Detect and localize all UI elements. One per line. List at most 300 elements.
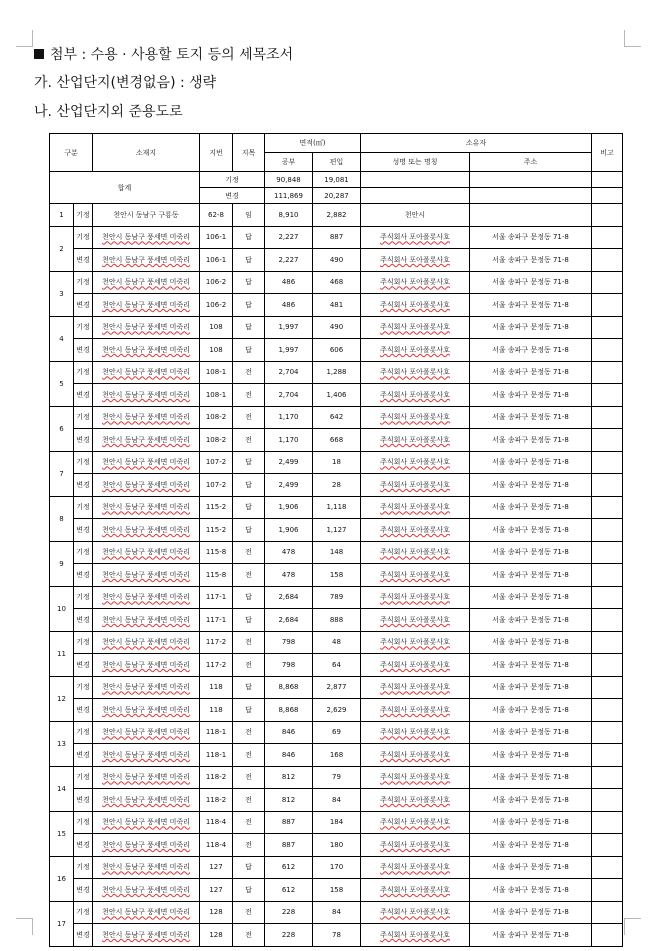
row-lot: 108-1 [200, 384, 233, 407]
row-tag-before: 기정 [74, 316, 93, 339]
row-number: 12 [50, 676, 74, 721]
row-lot: 108 [200, 316, 233, 339]
total-after-addr [470, 188, 592, 204]
row-number: 1 [50, 204, 74, 227]
row-location: 천안시 동남구 풍세면 미죽리 [93, 339, 200, 362]
row-area-before: 798 [265, 631, 313, 654]
row-tag-before: 기정 [74, 811, 93, 834]
total-row-before [50, 172, 623, 188]
row-note [592, 654, 623, 677]
row-note [592, 879, 623, 902]
row-number: 2 [50, 226, 74, 271]
total-after-label: 변경 [200, 188, 265, 204]
row-tag-after: 변경 [74, 519, 93, 542]
row-location: 천안시 동남구 풍세면 미죽리 [93, 609, 200, 632]
table-row [50, 879, 623, 902]
row-note [592, 744, 623, 767]
row-lot: 118-4 [200, 811, 233, 834]
row-land-category: 전 [233, 901, 265, 924]
row-lot: 108-2 [200, 429, 233, 452]
row-incl-before: 170 [313, 856, 361, 879]
row-area-after: 887 [265, 834, 313, 857]
row-area-after: 812 [265, 789, 313, 812]
row-note [592, 249, 623, 272]
row-note [592, 429, 623, 452]
row-land-category: 답 [233, 451, 265, 474]
row-note [592, 339, 623, 362]
row-owner: 주식회사 포아폴롯사호 [361, 249, 470, 272]
header-area-total: 공부 [265, 153, 313, 172]
row-addr: 서울 송파구 문정동 71-8 [470, 654, 592, 677]
row-note [592, 519, 623, 542]
row-area-after: 1,906 [265, 519, 313, 542]
crop-mark-bottom-right [624, 918, 641, 935]
land-detail-table [49, 133, 623, 947]
row-incl-before: 48 [313, 631, 361, 654]
row-tag-after: 변경 [74, 294, 93, 317]
table-row [50, 541, 623, 564]
attachment-title [34, 44, 293, 64]
row-note [592, 811, 623, 834]
row-tag-after: 변경 [74, 924, 93, 947]
row-owner: 주식회사 포아폴롯사호 [361, 496, 470, 519]
row-note [592, 204, 623, 227]
row-area-before: 812 [265, 766, 313, 789]
row-owner: 주식회사 포아폴롯사호 [361, 294, 470, 317]
header-area: 면적(㎡) [265, 134, 361, 153]
row-lot: 118-2 [200, 789, 233, 812]
row-lot: 115-8 [200, 564, 233, 587]
row-area-before: 1,997 [265, 316, 313, 339]
row-tag: 기정 [74, 204, 93, 227]
row-land-category: 전 [233, 744, 265, 767]
row-area-before: 2,684 [265, 586, 313, 609]
row-incl-before: 887 [313, 226, 361, 249]
row-lot: 117-2 [200, 631, 233, 654]
row-tag-after: 변경 [74, 474, 93, 497]
row-area-before: 228 [265, 901, 313, 924]
row-land-category: 전 [233, 631, 265, 654]
row-addr: 서울 송파구 문정동 71-8 [470, 676, 592, 699]
row-location: 천안시 동남구 풍세면 미죽리 [93, 676, 200, 699]
row-lot: 118-1 [200, 721, 233, 744]
table-row [50, 226, 623, 249]
row-addr: 서울 송파구 문정동 71-8 [470, 294, 592, 317]
row-land-category: 전 [233, 541, 265, 564]
table-row [50, 249, 623, 272]
row-tag-after: 변경 [74, 339, 93, 362]
row-tag-after: 변경 [74, 249, 93, 272]
row-addr: 서울 송파구 문정동 71-8 [470, 834, 592, 857]
row-lot: 115-2 [200, 496, 233, 519]
row-lot: 127 [200, 856, 233, 879]
row-tag-after: 변경 [74, 609, 93, 632]
row-owner: 주식회사 포아폴롯사호 [361, 721, 470, 744]
row-location: 천안시 동남구 풍세면 미죽리 [93, 226, 200, 249]
total-before-label: 기정 [200, 172, 265, 188]
row-area-before: 478 [265, 541, 313, 564]
table-row [50, 406, 623, 429]
row-owner: 주식회사 포아폴롯사호 [361, 879, 470, 902]
row-owner: 주식회사 포아폴롯사호 [361, 609, 470, 632]
total-before-addr [470, 172, 592, 188]
row-lot: 127 [200, 879, 233, 902]
row-lot: 108-1 [200, 361, 233, 384]
row-number: 15 [50, 811, 74, 856]
row-owner: 주식회사 포아폴롯사호 [361, 429, 470, 452]
row-note [592, 474, 623, 497]
row-area-before: 486 [265, 271, 313, 294]
header-gubun: 구분 [50, 134, 93, 172]
row-addr: 서울 송파구 문정동 71-8 [470, 879, 592, 902]
row-land-category: 전 [233, 811, 265, 834]
table-row [50, 631, 623, 654]
row-lot: 106-2 [200, 271, 233, 294]
row-incl-after: 168 [313, 744, 361, 767]
row-number: 8 [50, 496, 74, 541]
row-location: 천안시 동남구 풍세면 미죽리 [93, 316, 200, 339]
row-lot: 115-8 [200, 541, 233, 564]
row-lot: 108 [200, 339, 233, 362]
row-tag-before: 기정 [74, 676, 93, 699]
row-incl-after: 1,406 [313, 384, 361, 407]
row-area-after: 2,684 [265, 609, 313, 632]
row-tag-before: 기정 [74, 451, 93, 474]
row-location: 천안시 동남구 풍세면 미죽리 [93, 564, 200, 587]
row-number: 14 [50, 766, 74, 811]
row-note [592, 766, 623, 789]
row-area-after: 2,499 [265, 474, 313, 497]
row-area-after: 2,704 [265, 384, 313, 407]
row-location: 천안시 동남구 풍세면 미죽리 [93, 586, 200, 609]
crop-mark-bottom-left [16, 918, 33, 935]
row-owner: 주식회사 포아폴롯사호 [361, 316, 470, 339]
row-incl-before: 148 [313, 541, 361, 564]
table-row [50, 654, 623, 677]
row-location: 천안시 동남구 풍세면 미죽리 [93, 496, 200, 519]
row-owner: 주식회사 포아폴롯사호 [361, 384, 470, 407]
row-note [592, 856, 623, 879]
row-area-after: 228 [265, 924, 313, 947]
row-location: 천안시 동남구 풍세면 미죽리 [93, 721, 200, 744]
row-number: 10 [50, 586, 74, 631]
row-land-category: 답 [233, 586, 265, 609]
section-b: 나. 산업단지외 준용도로 [34, 104, 183, 120]
row-tag-before: 기정 [74, 271, 93, 294]
table-row [50, 294, 623, 317]
row-owner: 주식회사 포아폴롯사호 [361, 406, 470, 429]
row-lot: 128 [200, 924, 233, 947]
row-incl-after: 2,629 [313, 699, 361, 722]
row-note [592, 226, 623, 249]
row-addr: 서울 송파구 문정동 71-8 [470, 924, 592, 947]
row-lot: 118-4 [200, 834, 233, 857]
row-lot: 107-2 [200, 474, 233, 497]
row-addr: 서울 송파구 문정동 71-8 [470, 609, 592, 632]
row-owner: 주식회사 포아폴롯사호 [361, 339, 470, 362]
row-note [592, 676, 623, 699]
row-incl-after: 668 [313, 429, 361, 452]
row-addr: 서울 송파구 문정동 71-8 [470, 631, 592, 654]
header-owner-addr: 주소 [470, 153, 592, 172]
row-note [592, 564, 623, 587]
row-tag-before: 기정 [74, 856, 93, 879]
row-lot: 108-2 [200, 406, 233, 429]
row-location: 천안시 동남구 풍세면 미죽리 [93, 879, 200, 902]
row-owner: 주식회사 포아폴롯사호 [361, 361, 470, 384]
row-incl-before: 84 [313, 901, 361, 924]
row-land-category: 답 [233, 609, 265, 632]
row-owner: 주식회사 포아폴롯사호 [361, 451, 470, 474]
row-incl-before: 2,877 [313, 676, 361, 699]
row-addr: 서울 송파구 문정동 71-8 [470, 811, 592, 834]
row-addr: 서울 송파구 문정동 71-8 [470, 226, 592, 249]
row-number: 11 [50, 631, 74, 676]
row-location: 천안시 동남구 풍세면 미죽리 [93, 811, 200, 834]
row-land-category: 답 [233, 519, 265, 542]
row-incl-after: 84 [313, 789, 361, 812]
total-after-note [592, 188, 623, 204]
row-owner: 주식회사 포아폴롯사호 [361, 834, 470, 857]
table-row [50, 339, 623, 362]
row-note [592, 586, 623, 609]
row-area-after: 8,868 [265, 699, 313, 722]
row-incl-after: 490 [313, 249, 361, 272]
row-location: 천안시 동남구 풍세면 미죽리 [93, 294, 200, 317]
row-owner: 주식회사 포아폴롯사호 [361, 676, 470, 699]
row-area: 8,910 [265, 204, 313, 227]
row-lot: 128 [200, 901, 233, 924]
header-note: 비고 [592, 134, 623, 172]
row-note [592, 789, 623, 812]
row-addr: 서울 송파구 문정동 71-8 [470, 451, 592, 474]
row-land-category: 답 [233, 339, 265, 362]
row-incl-after: 64 [313, 654, 361, 677]
row-tag-after: 변경 [74, 429, 93, 452]
row-area-after: 478 [265, 564, 313, 587]
row-note [592, 924, 623, 947]
row-incl-before: 789 [313, 586, 361, 609]
row-addr: 서울 송파구 문정동 71-8 [470, 586, 592, 609]
row-area-after: 2,227 [265, 249, 313, 272]
row-tag-after: 변경 [74, 699, 93, 722]
row-area-before: 612 [265, 856, 313, 879]
row-land-category: 답 [233, 879, 265, 902]
row-location: 천안시 동남구 풍세면 미죽리 [93, 834, 200, 857]
table-row [50, 519, 623, 542]
row-owner: 주식회사 포아폴롯사호 [361, 631, 470, 654]
table-row [50, 721, 623, 744]
row-tag-after: 변경 [74, 654, 93, 677]
row-location: 천안시 동남구 풍세면 미죽리 [93, 429, 200, 452]
row-tag-before: 기정 [74, 766, 93, 789]
row-location: 천안시 동남구 풍세면 미죽리 [93, 789, 200, 812]
row-location: 천안시 동남구 풍세면 미죽리 [93, 856, 200, 879]
row-incl-before: 79 [313, 766, 361, 789]
row-land-category: 전 [233, 789, 265, 812]
row-addr: 서울 송파구 문정동 71-8 [470, 856, 592, 879]
row-lot: 107-2 [200, 451, 233, 474]
row-addr: 서울 송파구 문정동 71-8 [470, 249, 592, 272]
row-incl-before: 490 [313, 316, 361, 339]
section-a: 가. 산업단지(변경없음) : 생략 [34, 75, 217, 91]
row-tag-before: 기정 [74, 496, 93, 519]
row-incl-after: 28 [313, 474, 361, 497]
table-row [50, 564, 623, 587]
row-land-category: 답 [233, 474, 265, 497]
row-area-before: 8,868 [265, 676, 313, 699]
row-note [592, 496, 623, 519]
row-number: 16 [50, 856, 74, 901]
row-land-category: 전 [233, 564, 265, 587]
row-incl-after: 481 [313, 294, 361, 317]
row-tag-after: 변경 [74, 879, 93, 902]
row-area-before: 1,170 [265, 406, 313, 429]
row-incl-before: 1,288 [313, 361, 361, 384]
row-land-category: 답 [233, 496, 265, 519]
row-tag-before: 기정 [74, 406, 93, 429]
row-addr: 서울 송파구 문정동 71-8 [470, 429, 592, 452]
row-number: 6 [50, 406, 74, 451]
row-land-category: 답 [233, 294, 265, 317]
row-location: 천안시 동남구 풍세면 미죽리 [93, 519, 200, 542]
table-row [50, 496, 623, 519]
row-note [592, 451, 623, 474]
header-area-incl: 편입 [313, 153, 361, 172]
row-land-category: 전 [233, 924, 265, 947]
row-addr: 서울 송파구 문정동 71-8 [470, 496, 592, 519]
header-location: 소재지 [93, 134, 200, 172]
row-addr: 서울 송파구 문정동 71-8 [470, 744, 592, 767]
row-addr: 서울 송파구 문정동 71-8 [470, 766, 592, 789]
row-incl-after: 1,127 [313, 519, 361, 542]
row-incl-before: 184 [313, 811, 361, 834]
total-before-note [592, 172, 623, 188]
row-lot: 106-2 [200, 294, 233, 317]
row-lot: 117-1 [200, 586, 233, 609]
row-location: 천안시 동남구 풍세면 미죽리 [93, 406, 200, 429]
header-owner-name: 성명 또는 명칭 [361, 153, 470, 172]
total-before-area: 90,848 [265, 172, 313, 188]
row-note [592, 901, 623, 924]
row-tag-before: 기정 [74, 541, 93, 564]
table-row [50, 766, 623, 789]
row-incl-after: 606 [313, 339, 361, 362]
row-lot: 118 [200, 676, 233, 699]
row-location: 천안시 동남구 풍세면 미죽리 [93, 631, 200, 654]
table-row [50, 789, 623, 812]
row-land-category: 임 [233, 204, 265, 227]
row-incl-before: 69 [313, 721, 361, 744]
table-row [50, 361, 623, 384]
row-tag-before: 기정 [74, 631, 93, 654]
row-land-category: 전 [233, 406, 265, 429]
row-note [592, 361, 623, 384]
row-owner: 천안시 [361, 204, 470, 227]
row-incl-after: 888 [313, 609, 361, 632]
row-area-before: 1,906 [265, 496, 313, 519]
header-row-1 [50, 134, 623, 153]
row-owner: 주식회사 포아폴롯사호 [361, 789, 470, 812]
table-row [50, 586, 623, 609]
row-number: 3 [50, 271, 74, 316]
row-area-before: 887 [265, 811, 313, 834]
total-after-owner [361, 188, 470, 204]
row-addr [470, 204, 592, 227]
attachment-title-text: 첨부 : 수용 · 사용할 토지 등의 세목조서 [50, 47, 294, 63]
table-row [50, 811, 623, 834]
row-owner: 주식회사 포아폴롯사호 [361, 474, 470, 497]
row-note [592, 316, 623, 339]
row-lot: 115-2 [200, 519, 233, 542]
row-land-category: 답 [233, 271, 265, 294]
row-addr: 서울 송파구 문정동 71-8 [470, 564, 592, 587]
row-lot: 118 [200, 699, 233, 722]
row-lot: 117-1 [200, 609, 233, 632]
row-location: 천안시 동남구 구룡동 [93, 204, 200, 227]
black-square-icon [34, 49, 44, 59]
row-land-category: 전 [233, 361, 265, 384]
row-tag-before: 기정 [74, 901, 93, 924]
row-location: 천안시 동남구 풍세면 미죽리 [93, 541, 200, 564]
row-tag-before: 기정 [74, 361, 93, 384]
row-area-before: 2,704 [265, 361, 313, 384]
row-area-after: 1,170 [265, 429, 313, 452]
crop-mark-top-left [16, 30, 33, 47]
row-location: 천안시 동남구 풍세면 미죽리 [93, 474, 200, 497]
table-row [50, 429, 623, 452]
row-owner: 주식회사 포아폴롯사호 [361, 541, 470, 564]
row-land-category: 전 [233, 654, 265, 677]
table-row [50, 699, 623, 722]
row-incl-before: 642 [313, 406, 361, 429]
row-note [592, 541, 623, 564]
row-land-category: 답 [233, 676, 265, 699]
row-note [592, 631, 623, 654]
row-land-category: 답 [233, 249, 265, 272]
row-area-after: 846 [265, 744, 313, 767]
row-owner: 주식회사 포아폴롯사호 [361, 856, 470, 879]
table-row [50, 744, 623, 767]
row-number: 4 [50, 316, 74, 361]
header-lot: 지번 [200, 134, 233, 172]
row-tag-before: 기정 [74, 586, 93, 609]
row-land-category: 답 [233, 856, 265, 879]
table-row [50, 451, 623, 474]
row-land-category: 전 [233, 429, 265, 452]
row-area-before: 846 [265, 721, 313, 744]
row-addr: 서울 송파구 문정동 71-8 [470, 406, 592, 429]
table-row [50, 676, 623, 699]
row-addr: 서울 송파구 문정동 71-8 [470, 316, 592, 339]
row-addr: 서울 송파구 문정동 71-8 [470, 339, 592, 362]
table-row [50, 204, 623, 227]
row-lot: 118-1 [200, 744, 233, 767]
row-note [592, 609, 623, 632]
row-owner: 주식회사 포아폴롯사호 [361, 699, 470, 722]
row-addr: 서울 송파구 문정동 71-8 [470, 474, 592, 497]
row-incl: 2,882 [313, 204, 361, 227]
total-label: 합계 [50, 172, 200, 204]
table-row [50, 384, 623, 407]
table-body [50, 134, 623, 947]
row-tag-before: 기정 [74, 226, 93, 249]
row-owner: 주식회사 포아폴롯사호 [361, 811, 470, 834]
row-incl-after: 78 [313, 924, 361, 947]
row-owner: 주식회사 포아폴롯사호 [361, 766, 470, 789]
table-row [50, 924, 623, 947]
row-lot: 118-2 [200, 766, 233, 789]
